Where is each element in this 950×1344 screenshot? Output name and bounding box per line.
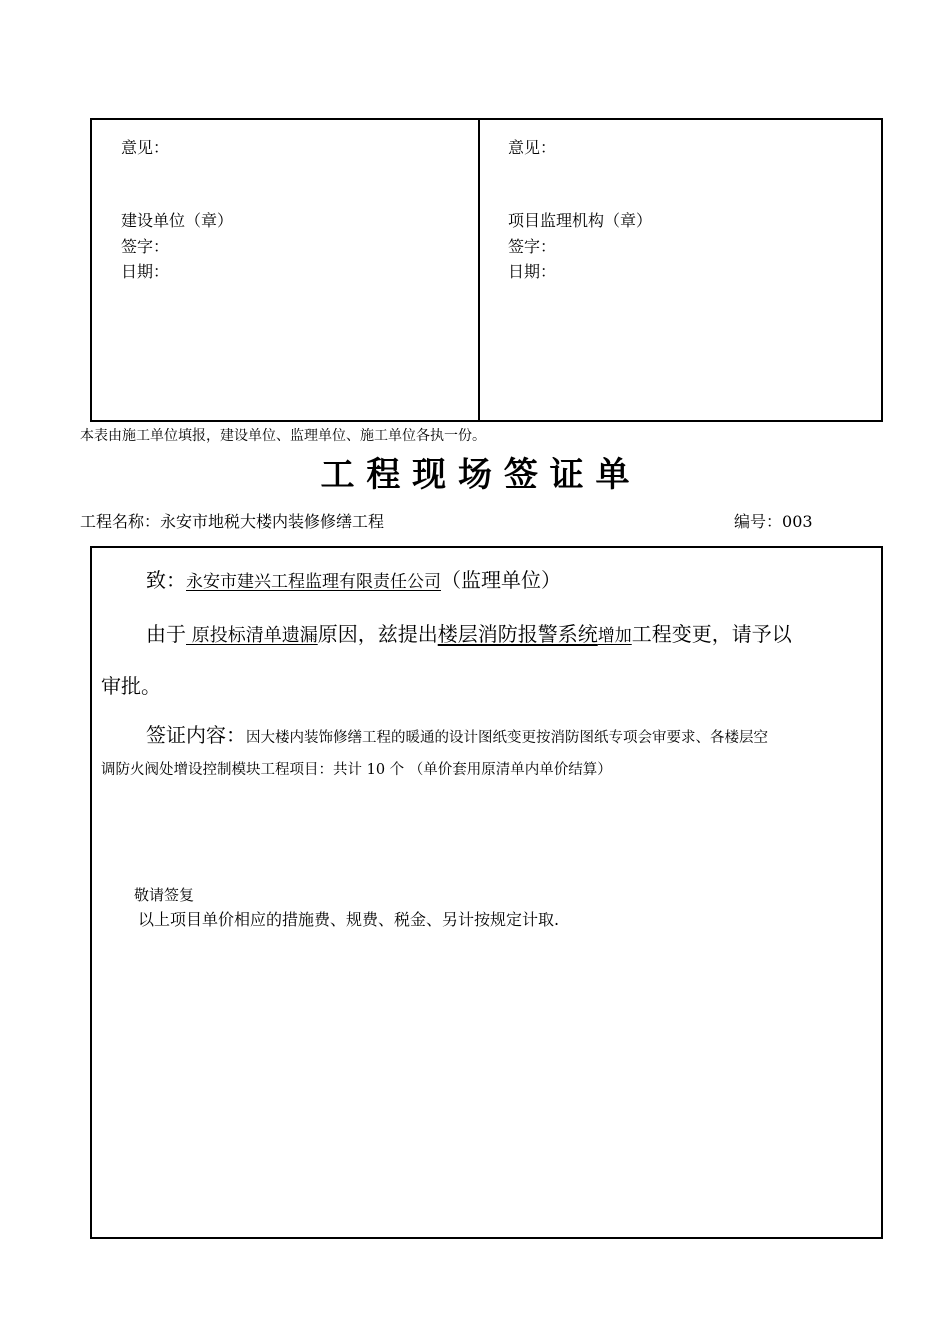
approval-table-divider (478, 118, 480, 422)
content-text-1: 因大楼内装饰修缮工程的暖通的设计图纸变更按消防图纸专项会审要求、各楼层空 (246, 730, 768, 746)
content-label: 签证内容： (146, 723, 246, 747)
right-date-label: 日期： (508, 262, 557, 281)
footnote: 本表由施工单位填报，建设单位、监理单位、施工单位各执一份。 (80, 428, 486, 444)
number-label: 编号： (734, 512, 783, 531)
left-opinion-label: 意见： (121, 138, 170, 157)
change-value-b: 增加 (597, 626, 632, 646)
reason-middle: 原因，兹提出 (317, 622, 438, 646)
form-number: 003 (782, 512, 813, 531)
project-label: 工程名称： (80, 512, 161, 531)
form-title: 工 程 现 场 签 证 单 (320, 455, 630, 495)
right-opinion-label: 意见： (508, 138, 557, 157)
content-line-1 (146, 721, 768, 749)
approval-table (90, 118, 883, 422)
to-unit: 永安市建兴工程监理有限责任公司 (186, 572, 441, 592)
project-name: 永安市地税大楼内装修修缮工程 (160, 512, 385, 531)
to-line (146, 566, 561, 596)
project-line (80, 510, 384, 534)
reason-suffix: 工程变更，请予以 (631, 622, 792, 646)
reason-line-1 (146, 620, 792, 650)
reason-value: 原投标清单遗漏 (186, 625, 318, 646)
to-suffix: （监理单位） (441, 568, 561, 592)
number-line (734, 510, 813, 534)
change-value-a: 楼层消防报警系统 (437, 622, 598, 646)
content-line-2: 调防火阀处增设控制模块工程项目：共计 10 个 （单价套用原清单内单价结算） (101, 762, 612, 778)
reason-line-2: 审批。 (101, 674, 161, 698)
to-label: 致： (146, 568, 186, 592)
right-sign-label: 签字： (508, 237, 557, 256)
fee-note: 以上项目单价相应的措施费、规费、税金、另计按规定计取. (138, 910, 560, 929)
right-unit-label: 项目监理机构（章） (508, 211, 653, 230)
closing-text: 敬请签复 (134, 886, 195, 904)
left-unit-label: 建设单位（章） (121, 211, 234, 230)
left-date-label: 日期： (121, 262, 170, 281)
reason-prefix: 由于 (146, 622, 186, 646)
left-sign-label: 签字： (121, 237, 170, 256)
